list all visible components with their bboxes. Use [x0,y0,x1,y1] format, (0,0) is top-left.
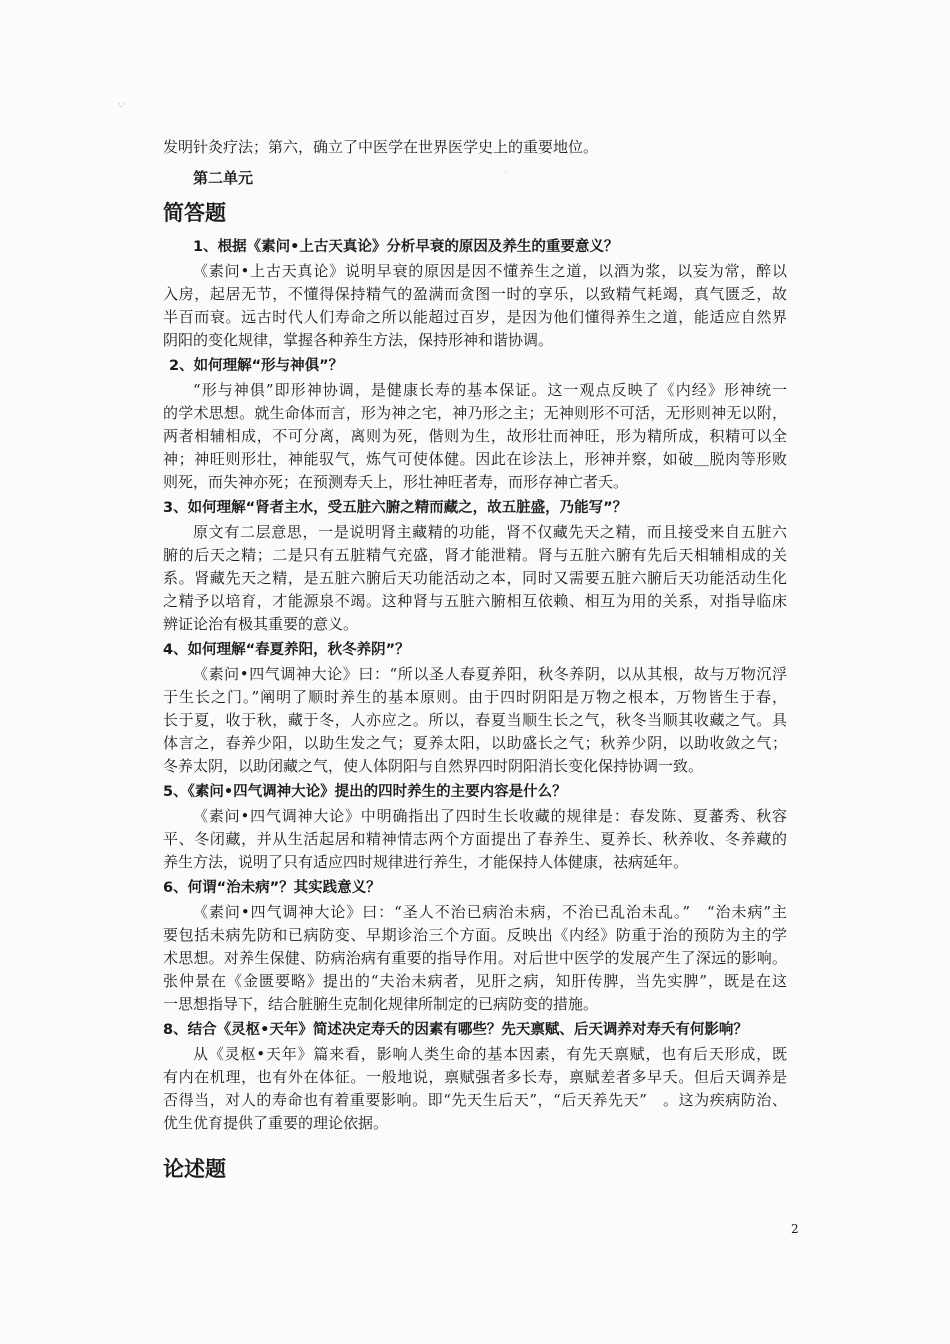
answer-line: 体言之，春养少阳，以助生发之气；夏养太阳，以助盛长之气；秋养少阴，以助收敛之气； [163,734,787,752]
answer-line: 阴阳的变化规律，掌握各种养生方法，保持形神和谐协调。 [163,331,554,349]
answer-line: 神；神旺则形壮，神能驭气，炼气可使体健。因此在诊法上，形神并察，如破＿脱肉等形败 [163,450,787,468]
answer-paragraph [163,805,787,874]
answer-line: 《素问•四气调神大论》曰：“圣人不治已病治未病，不治已乱治未乱。” “治未病”主 [193,903,787,921]
answer-line: 于生长之门。”阐明了顺时养生的基本原则。由于四时阴阳是万物之根本，万物皆生于春， [163,688,787,706]
answer-line: 养生方法，说明了只有适应四时规律进行养生，才能保持人体健康，祛病延年。 [163,853,689,871]
question-title: 6、何谓“治未病”？其实践意义？ [163,880,381,896]
answer-line: 两者相辅相成，不可分离，离则为死，偕则为生，故形壮而神旺，形为精所成，积精可以全 [163,427,787,445]
answer-line: 系。肾藏先天之精，是五脏六腑后天功能活动之本，同时又需要五脏六腑后天功能活动生化 [163,569,787,587]
answer-line: 《素问•上古天真论》说明早衰的原因是因不懂养生之道，以酒为浆，以妄为常，醉以 [193,262,787,280]
answer-line: 《素问•四气调神大论》中明确指出了四时生长收藏的规律是：春发陈、夏蕃秀、秋容 [193,807,787,825]
question-title: 5、《素问•四气调神大论》提出的四时养生的主要内容是什么？ [163,784,567,800]
intro-line: 发明针灸疗法；第六，确立了中医学在世界医学史上的重要地位。 [163,138,599,156]
answer-line: 入房，起居无节，不懂得保持精气的盈满而贪图一时的享乐，以致精气耗竭，真气匮乏，故 [163,285,787,303]
page-number: 2 [791,1222,799,1236]
section-title-short-answer: 简答题 [163,201,226,225]
answer-line: 腑的后天之精；二是只有五脏精气充盛，肾才能泄精。肾与五脏六腑有先后天相辅相成的关 [163,546,787,564]
question-title: 8、结合《灵枢•天年》简述决定寿夭的因素有哪些？先天禀赋、后天调养对寿夭有何影响？ [163,1022,748,1038]
scan-speck: ·.· [118,100,126,109]
intro-paragraph [163,136,787,159]
answer-line: 《素问•四气调神大论》曰：“所以圣人春夏养阳，秋冬养阴，以从其根，故与万物沉浮 [193,665,787,683]
answer-line: 半百而衰。远古时代人们寿命之所以能超过百岁，是因为他们懂得养生之道，能适应自然界 [163,308,787,326]
answer-line: 从《灵枢•天年》篇来看，影响人类生命的基本因素，有先天禀赋，也有后天形成，既 [193,1045,787,1063]
question-title: 4、如何理解“春夏养阳，秋冬养阴”？ [163,642,410,658]
answer-line: 张仲景在《金匮要略》提出的“夫治未病者，见肝之病，知肝传脾，当先实脾”，既是在这 [163,972,787,990]
answer-line: 的学术思想。就生命体而言，形为神之宅，神乃形之主；无神则形不可活，无形则神无以附， [163,404,787,422]
question-title: 3、如何理解“肾者主水，受五脏六腑之精而藏之，故五脏盛，乃能写”？ [163,500,628,516]
question-title: 1、根据《素问•上古天真论》分析早衰的原因及养生的重要意义？ [193,239,619,255]
answer-paragraph [163,521,787,636]
question-title: 2、如何理解“形与神俱”？ [169,358,344,374]
answer-line: 术思想。对养生保健、防病治病有重要的指导作用。对后世中医学的发展产生了深远的影响。 [163,949,787,967]
answer-line: 要包括未病先防和已病防变、早期诊治三个方面。反映出《内经》防重于治的预防为主的学 [163,926,787,944]
answer-line: 有内在机理，也有外在体征。一般地说，禀赋强者多长寿，禀赋差者多早夭。但后天调养是 [163,1068,787,1086]
answer-line: “形与神俱”即形神协调，是健康长寿的基本保证。这一观点反映了《内经》形神统一 [193,381,787,399]
answer-paragraph [163,260,787,352]
answer-line: 则死，而失神亦死；在预测寿夭上，形壮神旺者寿，而形存神亡者夭。 [163,473,629,491]
answer-line: 原文有二层意思，一是说明肾主藏精的功能，肾不仅藏先天之精，而且接受来自五脏六 [193,523,787,541]
answer-line: 辨证论治有极其重要的意义。 [163,615,359,633]
section-title-essay: 论述题 [163,1157,226,1181]
answer-line: 优生优育提供了重要的理论依据。 [163,1114,389,1132]
answer-paragraph [163,901,787,1016]
answer-line: 长于夏，收于秋，藏于冬，人亦应之。所以，春夏当顺生长之气，秋冬当顺其收藏之气。具 [163,711,787,729]
unit-title: 第二单元 [193,169,254,187]
scan-speck: · [505,170,507,177]
answer-paragraph [163,1043,787,1135]
answer-line: 否得当，对人的寿命也有着重要影响。即“先天生后天”，“后天养先天” 。这为疾病防治、 [163,1091,787,1109]
answer-line: 平、冬闭藏，并从生活起居和精神情志两个方面提出了春养生、夏养长、秋养收、冬养藏的 [163,830,787,848]
answer-paragraph [163,379,787,494]
answer-paragraph [163,663,787,778]
answer-line: 冬养太阴，以助闭藏之气，使人体阴阳与自然界四时阴阳消长变化保持协调一致。 [163,757,704,775]
page-content [163,136,787,1191]
answer-line: 之精予以培育，才能源泉不竭。这种肾与五脏六腑相互依赖、相互为用的关系，对指导临床 [163,592,787,610]
answer-line: 一思想指导下，结合脏腑生克制化规律所制定的已病防变的措施。 [163,995,599,1013]
